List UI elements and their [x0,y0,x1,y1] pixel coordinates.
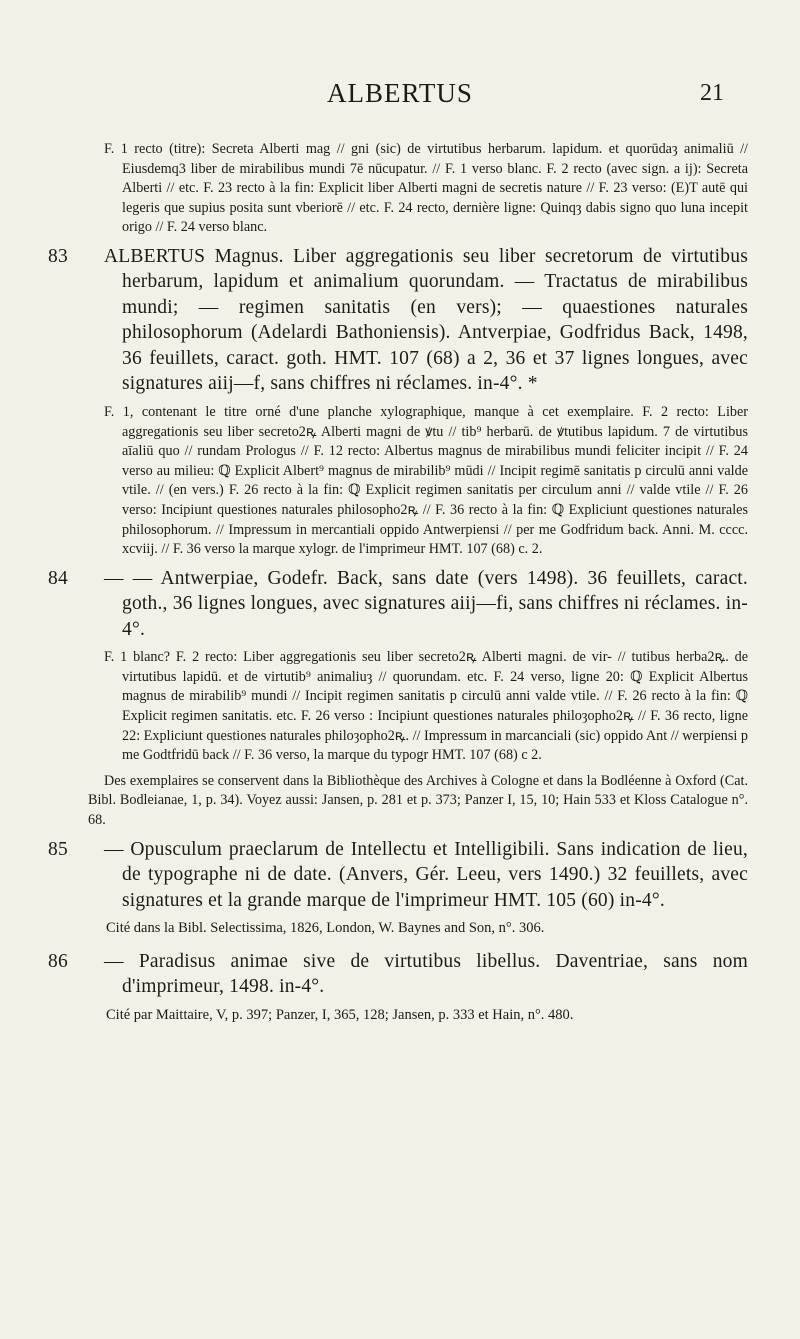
entry-text: — Paradisus animae sive de virtutibus libellus. Daventriae, sans nom d'imprimeur, 1498. in-4°. [104,950,748,998]
collation-note: F. 1 recto (titre): Secreta Alberti mag // gni (sic) de virtutibus herbarum. lapidum. et quorūdaȝ animaliū // Eiusdemq3 liber de mirabilibus mundi 7ē nūcupatur. // F. 1 verso blanc. F. 2 recto (avec sign. a ij): Secreta Alberti // etc. F. 23 recto à la fin: Explicit liber Alberti magni de secretis nature // F. 23 verso: (E)T autē qui legeris que supius posita sunt vberiorē // etc. F. 24 recto, dernière ligne: Quinqȝ dabis signo quo luna incepit origo // F. 24 verso blanc. [104,141,748,236]
collation-note: F. 1, contenant le titre orné d'une planche xylographique, manque à cet exemplaire. F. 2 recto: Liber aggregationis seu liber secreto2ꝶ Alberti magni de ꝟtu // tib⁹ herbarū. de ꝟtutibus lapidum. 7 de virtutibus aīaliū quo // rundam Prologus // F. 12 recto: Albertus magnus de mirabilibus mundi feliciter incipit // F. 24 verso au milieu: ℚ Explicit Albert⁹ magnus de mirabilib⁹ mūdi // Incipit regimē sanitatis p circulū anni valde vtile. // (en vers.) F. 26 recto à la fin: ℚ Explicit regimen sanitatis per circulum anni // valde vtile // F. 26 verso: Incipiunt questiones naturales philosopho2ꝶ // F. 36 recto à la fin: ℚ Expliciunt questiones naturales philosophorum. // Impressum in mercantiali oppido Antwerpiensi // per me Godfridum back. Anni. M. cccc. xcviij. // F. 36 verso la marque xylogr. de l'imprimeur HMT. 107 (68) c. 2. [104,403,748,558]
entry-text: ALBERTUS Magnus. Liber aggregationis seu liber secretorum de virtutibus herbarum, lapidum et animalium quorundam. — Tractatus de mirabilibus mundi; — regimen sanitatis (en vers); — quaestiones naturales philosophorum (Adelardi Bathoniensis). Antverpiae, Godfridus Back, 1498, 36 feuillets, caract. goth. HMT. 107 (68) a 2, 36 et 37 lignes longues, avec signatures aiij—f, sans chiffres ni réclames. in-4°. * [104,245,748,395]
catalog-entry [48,837,748,914]
collation-note: F. 1 blanc? F. 2 recto: Liber aggregationis seu liber secreto2ꝶ Alberti magni. de vir- // tutibus herba2ꝶ. de virtutibus lapidū. et de virtutib⁹ animaliuȝ // quorundam. etc. F. 24 verso, ligne 20: ℚ Explicit Albertus magnus de mirabilib⁹ mundi // Incipit regimen sanitatis p circulū anni valde vtile. // F. 26 recto à la fin: ℚ Explicit regimen sanitatis. etc. F. 26 verso : Incipiunt questiones naturales philoȝopho2ꝶ // F. 36 recto, ligne 22: Expliciunt questiones naturales philoȝopho2ꝶ. // Impressum in marcanciali (sic) oppido Ant // werpiensi p me Godtfridū back // F. 36 verso, la marque du typogr HMT. 107 (68) c 2. [104,649,748,764]
catalog-entry [48,949,748,1000]
entry-number: 85 [48,838,68,860]
page-number: 21 [700,80,724,106]
entry-number: 83 [48,245,68,267]
running-head [0,78,800,118]
running-title: ALBERTUS [327,78,473,108]
catalog-entry [48,244,748,397]
copies-note: Des exemplaires se conservent dans la Bibliothèque des Archives à Cologne et dans la Bodléenne à Oxford (Cat. Bibl. Bodleianae, 1, p. 34). Voyez aussi: Jansen, p. 281 et p. 373; Panzer I, 15, 10; Hain 533 et Kloss Catalogue n°. 68. [88,772,748,828]
entry-text: — Opusculum praeclarum de Intellectu et Intelligibili. Sans indication de lieu, de typographe ni de date. (Anvers, Gér. Leeu, vers 1490.) 32 feuillets, avec signatures et la grande marque de l'imprimeur HMT. 105 (60) in-4°. [104,838,748,911]
entry-number: 84 [48,567,68,589]
text-column [48,140,748,1035]
citation-note: Cité dans la Bibl. Selectissima, 1826, London, W. Baynes and Son, n°. 306. [106,920,545,937]
catalog-entry [48,566,748,643]
citation-note: Cité par Maittaire, V, p. 397; Panzer, I, 365, 128; Jansen, p. 333 et Hain, n°. 480. [106,1006,574,1023]
entry-text: — — Antwerpiae, Godefr. Back, sans date (vers 1498). 36 feuillets, caract. goth., 36 lignes longues, avec signatures aiij—fi, sans chiffres ni réclames. in-4°. [104,567,748,640]
entry-number: 86 [48,950,68,972]
